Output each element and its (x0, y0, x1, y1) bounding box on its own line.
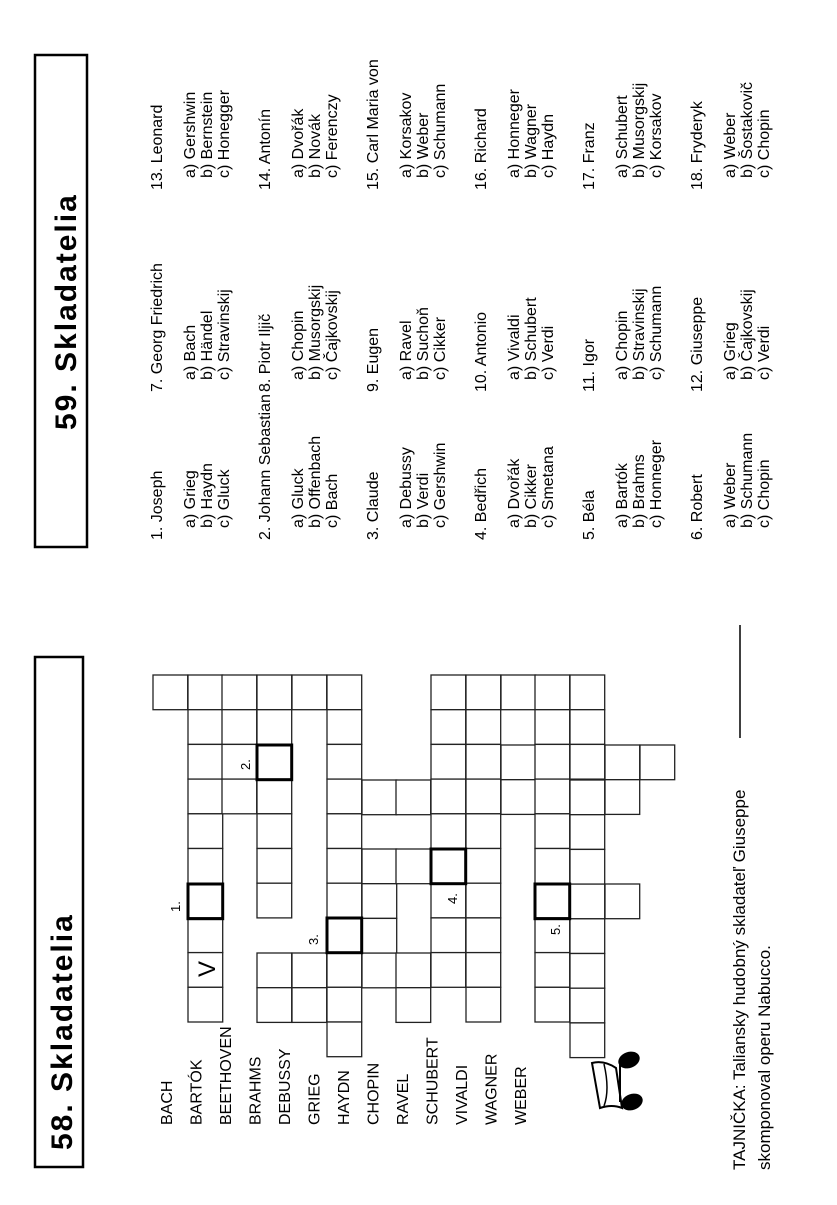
word-list-item: CHOPIN (365, 1062, 383, 1125)
crossword-cell[interactable] (466, 675, 501, 710)
crossword-cell[interactable] (431, 849, 466, 884)
quiz-answer-option[interactable]: a) Weber (722, 112, 739, 178)
word-list-item: VIVALDI (454, 1064, 471, 1125)
quiz-answer-option[interactable]: b) Stravinskij (631, 288, 648, 380)
quiz-answer-option[interactable]: a) Korsakov (398, 92, 415, 178)
crossword-cell[interactable] (570, 884, 605, 919)
crossword-cell[interactable] (362, 953, 397, 988)
crossword-cell[interactable] (292, 675, 327, 710)
quiz-question (365, 307, 449, 392)
crossword-cell[interactable] (257, 953, 292, 988)
quiz-question (473, 446, 557, 540)
quiz-answer-option[interactable]: a) Grieg (722, 322, 739, 380)
word-list-item: RAVEL (395, 1073, 412, 1125)
quiz-composer-firstname: Franz (581, 122, 598, 168)
crossword-cell[interactable] (501, 745, 536, 780)
quiz-question (365, 443, 449, 540)
crossword-cell[interactable] (327, 1022, 362, 1057)
crossword-cell[interactable] (153, 675, 188, 710)
music-note-icon (592, 1049, 645, 1114)
quiz-answer-option[interactable]: c) Chopin (756, 109, 773, 178)
crossword-cell[interactable] (188, 814, 223, 849)
quiz-composer-firstname: Eugen (365, 327, 382, 379)
crossword-cell[interactable] (570, 1023, 605, 1058)
crossword-cell[interactable] (327, 744, 362, 779)
quiz-question-name (581, 338, 598, 392)
crossword-cell[interactable] (605, 745, 640, 780)
crossword-cell[interactable] (466, 779, 501, 814)
crossword-cell[interactable] (257, 883, 292, 918)
word-list-item: DEBUSSY (277, 1048, 294, 1125)
quiz-question-number: 6. (689, 526, 706, 540)
quiz-question-name (149, 471, 166, 540)
crossword-cell[interactable] (362, 780, 397, 815)
crossword-cell[interactable] (188, 779, 223, 814)
crossword-cell[interactable] (292, 953, 327, 988)
clue-number-4: 4. (445, 893, 460, 904)
word-list-item: GRIEG (306, 1073, 324, 1125)
crossword-cell[interactable] (535, 814, 570, 849)
quiz-answer-option[interactable]: b) Čajkovskij (739, 289, 756, 380)
crossword-cell[interactable] (257, 849, 292, 884)
quiz-answer-option[interactable]: a) Vivaldi (506, 314, 523, 380)
quiz-composer-firstname: Georg Friedrich (149, 263, 166, 379)
quiz-question-number: 18. (689, 167, 706, 190)
crossword-cell[interactable] (396, 988, 431, 1023)
quiz-composer-firstname: Piotr Iljič (257, 313, 274, 379)
quiz-answer-option[interactable]: c) Cikker (432, 316, 449, 380)
quiz-answer-option[interactable]: a) Chopin (614, 310, 631, 380)
quiz-answer-option[interactable]: c) Stravinskij (216, 289, 233, 380)
quiz-question-number: 8. (257, 378, 274, 392)
quiz-question (257, 394, 341, 540)
crossword-cell[interactable] (396, 780, 431, 815)
quiz-answer-option[interactable]: b) Brahms (631, 454, 648, 528)
quiz-answer-option[interactable]: b) Schubert (523, 297, 540, 380)
quiz-question-name (689, 100, 706, 190)
quiz-question-name (257, 314, 274, 392)
quiz-question-number: 14. (257, 167, 274, 190)
quiz-answer-option[interactable]: b) Šostakovič (739, 81, 756, 178)
crossword-cell[interactable] (327, 883, 362, 918)
quiz-answer-option[interactable]: a) Weber (722, 462, 739, 528)
clue-number-3: 3. (306, 934, 321, 945)
crossword-cell[interactable] (501, 675, 536, 710)
quiz-question-number: 7. (149, 378, 166, 392)
crossword-cell[interactable] (570, 710, 605, 745)
crossword-cell[interactable] (222, 675, 257, 710)
crossword-cell[interactable] (535, 675, 570, 710)
quiz-question-name (365, 59, 382, 190)
crossword-cell[interactable] (431, 710, 466, 745)
quiz-question-number: 5. (581, 526, 598, 540)
quiz-question (473, 297, 557, 392)
crossword-cell[interactable] (431, 814, 466, 849)
quiz-question (257, 94, 341, 190)
quiz-question (689, 82, 773, 190)
crossword-cell[interactable] (431, 744, 466, 779)
crossword-cell[interactable] (570, 988, 605, 1023)
crossword-cell[interactable] (501, 780, 536, 815)
quiz-question-name (581, 490, 598, 540)
quiz-answer-option[interactable]: c) Bach (324, 473, 341, 528)
quiz-question (149, 263, 233, 392)
quiz-question-name (149, 105, 166, 190)
secret-line-1: TAJNIČKA: Taliansky hudobný skladateľ Giuseppe (730, 789, 749, 1170)
word-list-item: SCHUBERT (424, 1037, 442, 1125)
word-list-item: BARTÓK (188, 1059, 206, 1125)
word-list-item: HAYDN (336, 1070, 353, 1125)
quiz-composer-firstname: Béla (581, 490, 598, 527)
word-list-item: BRAHMS (247, 1056, 265, 1125)
quiz-answer-option[interactable]: b) Schumann (739, 432, 756, 528)
quiz-questions (149, 59, 773, 540)
crossword-cell[interactable] (222, 710, 257, 745)
quiz-question-name (257, 109, 274, 190)
word-list-item: BEETHOVEN (218, 1026, 235, 1125)
crossword-cell[interactable] (362, 849, 397, 884)
word-list-item: WEBER (513, 1066, 530, 1125)
quiz-answer-option[interactable]: c) Chopin (756, 459, 773, 528)
crossword-cell[interactable] (466, 987, 501, 1022)
quiz-answer-option[interactable]: b) Musorgskij (307, 284, 324, 380)
quiz-answer-option[interactable]: b) Haydn (199, 463, 216, 528)
quiz-answer-option[interactable]: c) Ferenczy (324, 94, 341, 178)
clue-number-2: 2. (238, 759, 253, 770)
quiz-question-name (473, 468, 490, 540)
quiz-question-number: 4. (473, 526, 490, 540)
quiz-answer-option[interactable]: a) Gershwin (182, 91, 199, 178)
quiz-composer-firstname: Antonín (257, 109, 274, 168)
quiz-answer-option[interactable]: a) Dvořák (506, 458, 523, 528)
quiz-composer-firstname: Richard (473, 108, 490, 168)
crossword-cell[interactable] (640, 745, 675, 780)
crossword-cell[interactable] (362, 918, 397, 953)
quiz-question-name (473, 312, 490, 392)
crossword-cell[interactable] (466, 883, 501, 918)
quiz-answer-option[interactable]: a) Grieg (182, 470, 199, 528)
quiz-answer-option[interactable]: c) Gershwin (432, 442, 449, 528)
secret-line-2: skomponoval operu Nabucco. (755, 945, 774, 1170)
quiz-answer-option[interactable]: c) Schumann (648, 285, 665, 380)
quiz-answer-option[interactable]: a) Ravel (398, 320, 415, 380)
clue-number-1: 1. (168, 901, 183, 912)
quiz-answer-option[interactable]: b) Suchoň (415, 307, 432, 380)
crossword-cell[interactable] (431, 953, 466, 988)
quiz-question-name (257, 394, 274, 540)
quiz-question-number: 10. (473, 369, 490, 392)
sheet-59 (35, 55, 773, 547)
crossword-cell[interactable] (466, 918, 501, 953)
quiz-question (149, 463, 233, 540)
quiz-answer-option[interactable]: b) Novák (307, 113, 324, 178)
crossword-cell[interactable] (605, 884, 640, 919)
quiz-answer-option[interactable]: c) Smetana (540, 446, 557, 528)
crossword-cell[interactable] (535, 710, 570, 745)
quiz-answer-option[interactable]: b) Wagner (523, 103, 540, 178)
quiz-question-number: 11. (581, 370, 598, 392)
quiz-question-number: 1. (149, 526, 166, 540)
crossword-cell[interactable] (222, 779, 257, 814)
crossword-cell[interactable] (466, 849, 501, 884)
quiz-question (581, 83, 665, 190)
crossword-cell[interactable] (188, 918, 223, 953)
quiz-composer-firstname: Leonard (149, 104, 166, 168)
quiz-answer-option[interactable]: a) Chopin (290, 310, 307, 380)
quiz-question (581, 286, 665, 392)
crossword-cell[interactable] (188, 675, 223, 710)
crossword-cell[interactable] (466, 744, 501, 779)
quiz-composer-firstname: Fryderyk (689, 101, 706, 168)
quiz-question-number: 16. (473, 167, 490, 190)
crossword-cell[interactable] (257, 744, 292, 779)
quiz-answer-option[interactable]: b) Offenbach (307, 435, 324, 528)
quiz-answer-option[interactable]: c) Honneger (648, 439, 665, 528)
crossword-cell[interactable] (570, 744, 605, 779)
crossword-cell[interactable] (431, 918, 466, 953)
crossword-cell[interactable] (605, 780, 640, 815)
crossword-cell[interactable] (188, 744, 223, 779)
quiz-question-number: 15. (365, 167, 382, 190)
quiz-answer-option[interactable]: c) Gluck (216, 469, 233, 528)
title-59: 59. Skladatelia (50, 193, 83, 430)
crossword-cell[interactable] (570, 780, 605, 815)
crossword-cell[interactable] (570, 675, 605, 710)
crossword-grid (153, 675, 675, 1058)
crossword-cell[interactable] (257, 779, 292, 814)
crossword-cell[interactable] (535, 779, 570, 814)
quiz-question-number: 17. (581, 167, 598, 190)
title-58: 58. Skladatelia (46, 913, 79, 1150)
quiz-question-number: 12. (689, 369, 706, 392)
quiz-composer-firstname: Claude (365, 471, 382, 527)
crossword-cell[interactable] (396, 953, 431, 988)
quiz-answer-option[interactable]: b) Händel (199, 310, 216, 380)
quiz-question (689, 433, 773, 540)
crossword-cell[interactable] (431, 779, 466, 814)
quiz-question-name (689, 474, 706, 540)
quiz-question (149, 89, 233, 190)
quiz-composer-firstname: Bedřich (473, 467, 490, 527)
crossword-cell[interactable] (257, 988, 292, 1023)
crossword-cell[interactable] (535, 987, 570, 1022)
quiz-answer-option[interactable]: b) Weber (415, 112, 432, 178)
crossword-cell[interactable] (188, 849, 223, 884)
quiz-answer-option[interactable]: a) Dvořák (290, 108, 307, 178)
quiz-question (689, 289, 773, 392)
quiz-answer-option[interactable]: c) Haydn (540, 113, 557, 178)
quiz-question-name (689, 297, 706, 392)
quiz-answer-option[interactable]: b) Cikker (523, 463, 540, 528)
crossword-cell[interactable] (327, 675, 362, 710)
quiz-question-name (149, 263, 166, 392)
crossword-cell[interactable] (257, 675, 292, 710)
quiz-answer-option[interactable]: c) Čajkovskij (324, 290, 341, 380)
quiz-composer-firstname: Giuseppe (689, 296, 706, 370)
quiz-question (473, 88, 557, 190)
quiz-question-number: 3. (365, 526, 382, 540)
quiz-question (365, 59, 449, 190)
word-list-item: WAGNER (483, 1053, 501, 1125)
crossword-cell[interactable] (466, 710, 501, 745)
crossword-cell[interactable] (466, 953, 501, 988)
crossword-cell[interactable] (535, 744, 570, 779)
quiz-answer-option[interactable]: c) Korsakov (648, 93, 665, 178)
crossword-cell[interactable] (327, 918, 362, 953)
crossword-cell[interactable] (327, 953, 362, 988)
quiz-question-number: 2. (257, 526, 274, 540)
quiz-question-name (473, 108, 490, 190)
quiz-composer-firstname: Carl Maria von (365, 59, 382, 168)
quiz-answer-option[interactable]: a) Schubert (614, 95, 631, 178)
grid-letter-v: V (194, 960, 221, 977)
crossword-cell[interactable] (362, 884, 397, 919)
crossword-cell[interactable] (535, 953, 570, 988)
quiz-question-number: 9. (365, 378, 382, 392)
quiz-answer-option[interactable]: a) Gluck (290, 468, 307, 528)
clue-number-5: 5. (548, 924, 563, 935)
crossword-cell[interactable] (327, 779, 362, 814)
crossword-cell[interactable] (257, 710, 292, 745)
crossword-cell[interactable] (570, 849, 605, 884)
quiz-answer-option[interactable]: c) Verdi (540, 325, 557, 380)
quiz-question-name (365, 328, 382, 392)
word-list-item: BACH (159, 1080, 176, 1125)
crossword-cell[interactable] (570, 815, 605, 850)
quiz-answer-option[interactable]: a) Honneger (506, 89, 523, 178)
quiz-answer-option[interactable]: a) Debussy (398, 447, 415, 528)
quiz-answer-option[interactable]: c) Verdi (756, 325, 773, 380)
quiz-composer-firstname: Antonio (473, 311, 490, 370)
quiz-question (257, 285, 341, 392)
crossword-cell[interactable] (570, 919, 605, 954)
quiz-answer-option[interactable]: b) Musorgskij (631, 82, 648, 178)
crossword-cell[interactable] (466, 814, 501, 849)
crossword-cell[interactable] (188, 883, 223, 918)
quiz-answer-option[interactable]: a) Bartók (614, 463, 631, 528)
crossword-cell[interactable] (292, 988, 327, 1023)
quiz-composer-firstname: Johann Sebastian (257, 394, 274, 527)
crossword-cell[interactable] (535, 849, 570, 884)
quiz-composer-firstname: Robert (689, 474, 706, 527)
quiz-answer-option[interactable]: a) Bach (182, 324, 199, 380)
crossword-cell[interactable] (327, 987, 362, 1022)
quiz-question (581, 439, 665, 540)
quiz-question-name (581, 122, 598, 190)
crossword-cell[interactable] (431, 675, 466, 710)
crossword-cell[interactable] (188, 710, 223, 745)
crossword-cell[interactable] (535, 883, 570, 918)
quiz-composer-firstname: Igor (581, 338, 598, 371)
crossword-cell[interactable] (570, 954, 605, 989)
crossword-cell[interactable] (188, 987, 223, 1022)
crossword-cell[interactable] (257, 814, 292, 849)
quiz-answer-option[interactable]: c) Schumann (432, 83, 449, 178)
quiz-answer-option[interactable]: c) Honegger (216, 89, 233, 178)
quiz-answer-option[interactable]: b) Verdi (415, 472, 432, 528)
crossword-cell[interactable] (327, 849, 362, 884)
sheet-58 (35, 625, 774, 1170)
crossword-cell[interactable] (327, 814, 362, 849)
quiz-question-number: 13. (149, 167, 166, 190)
quiz-answer-option[interactable]: b) Bernstein (199, 91, 216, 178)
crossword-cell[interactable] (396, 849, 431, 884)
quiz-question-name (365, 471, 382, 540)
quiz-composer-firstname: Joseph (149, 470, 166, 527)
crossword-cell[interactable] (327, 710, 362, 745)
